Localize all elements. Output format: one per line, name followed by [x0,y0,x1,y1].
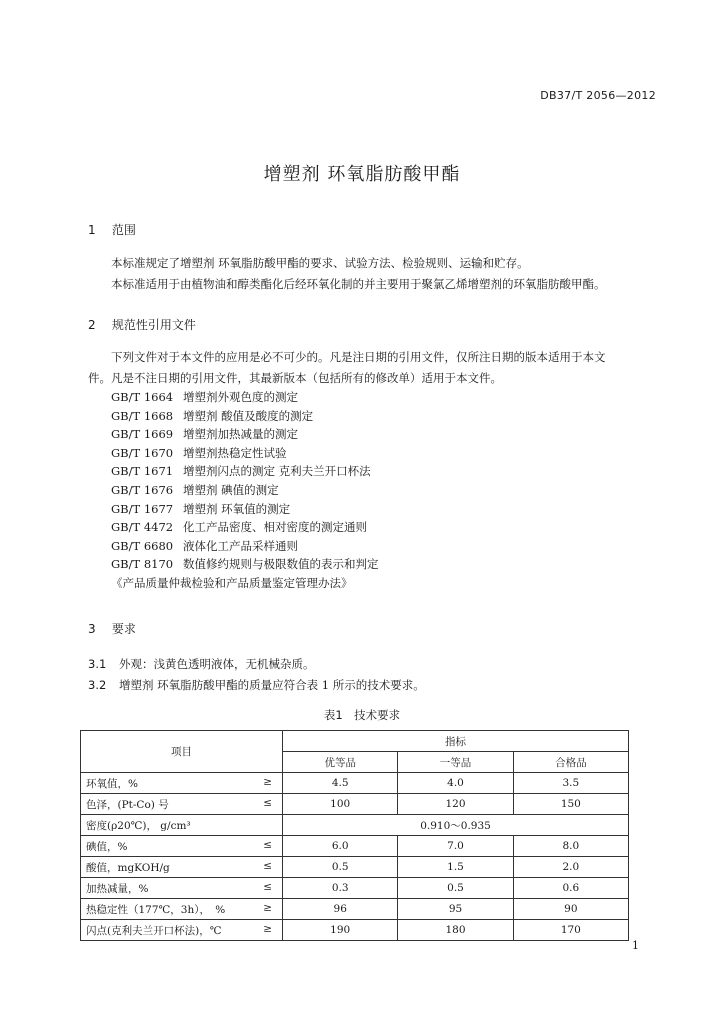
table-header-row [81,731,629,752]
table-caption: 表1 技术要求 [323,708,401,722]
standard-code: DB37/T 2056—2012 [540,89,656,102]
clause-3-1: 3.1 外观：浅黄色透明液体，无机械杂质。 [88,657,315,671]
requirements-table [80,730,629,941]
table-row [81,836,629,857]
table-row [81,857,629,878]
row-value: 100 [283,794,398,815]
table-row [81,815,629,836]
page-number: 1 [632,939,639,952]
reference-item: GB/T 1670 增塑剂热稳定性试验 [111,445,287,460]
row-value: 190 [283,920,398,941]
paragraph-line: 下列文件对于本文件的应用是必不可少的。凡是注日期的引用文件，仅所注日期的版本适用于本文 [111,350,606,364]
section-number: 1 [88,223,96,237]
row-item: 热稳定性（177℃，3h）， % ≥ [81,899,283,920]
row-value: 4.0 [398,773,513,794]
section-title: 要求 [111,622,136,636]
table-row [81,878,629,899]
header-grade: 优等品 [283,752,398,773]
reference-item: GB/T 1668 增塑剂 酸值及酸度的测定 [111,408,314,423]
reference-item: GB/T 6680 液体化工产品采样通则 [111,538,298,553]
section-1-heading [88,221,136,238]
reference-item: GB/T 1664 增塑剂外观色度的测定 [111,390,298,404]
section-3-heading [88,620,136,637]
paragraph: 本标准规定了增塑剂 环氧脂肪酸甲酯的要求、试验方法、检验规则、运输和贮存。 [111,256,529,270]
paragraph: 本标准适用于由植物油和醇类酯化后经环氧化制的并主要用于聚氯乙烯增塑剂的环氧脂肪酸甲酯。 [111,277,606,291]
header-grade: 一等品 [398,752,513,773]
row-value: 3.5 [513,773,628,794]
row-value: 0.5 [283,857,398,878]
row-item: 色泽，(Pt-Co) 号 ≤ [81,794,283,815]
row-value: 7.0 [398,836,513,857]
section-2-heading [88,316,196,333]
reference-list [111,388,379,593]
row-item: 密度(ρ20℃)， g/cm³ [81,815,283,836]
row-value: 120 [398,794,513,815]
row-value: 6.0 [283,836,398,857]
row-value: 1.5 [398,857,513,878]
row-item: 酸值，mgKOH/g ≤ [81,857,283,878]
regulation-item: 《产品质量仲裁检验和产品质量鉴定管理办法》 [111,575,353,590]
section-1-body [88,253,658,295]
reference-item: GB/T 1677 增塑剂 环氧值的测定 [111,501,291,516]
row-value: 170 [513,920,628,941]
row-value: 0.3 [283,878,398,899]
header-grade: 合格品 [513,752,628,773]
paragraph-line: 件。凡是不注日期的引用文件，其最新版本（包括所有的修改单）适用于本文件。 [88,371,502,385]
row-value: 96 [283,899,398,920]
section-number: 2 [88,318,96,332]
row-item: 闪点(克利夫兰开口杯法)，℃ ≥ [81,920,283,941]
table-row [81,773,629,794]
row-value: 0.5 [398,878,513,899]
row-value: 8.0 [513,836,628,857]
reference-item: GB/T 1671 增塑剂闪点的测定 克利夫兰开口杯法 [111,464,371,479]
row-value: 150 [513,794,628,815]
row-item: 环氧值，% ≥ [81,773,283,794]
reference-item: GB/T 1676 增塑剂 碘值的测定 [111,482,279,497]
reference-item: GB/T 4472 化工产品密度、相对密度的测定通则 [111,520,367,535]
reference-item: GB/T 1669 增塑剂加热减量的测定 [111,427,298,442]
row-value: 180 [398,920,513,941]
row-value: 4.5 [283,773,398,794]
row-value: 90 [513,899,628,920]
document-title: 增塑剂 环氧脂肪酸甲酯 [263,164,461,185]
row-item: 碘值，% ≤ [81,836,283,857]
section-title: 范围 [111,223,136,237]
row-value-merged: 0.910～0.935 [283,815,629,836]
table-row [81,899,629,920]
section-2-intro [88,347,658,389]
row-value: 2.0 [513,857,628,878]
reference-item: GB/T 8170 数值修约规则与极限数值的表示和判定 [111,557,379,572]
table-row [81,794,629,815]
table-row [81,920,629,941]
row-value: 95 [398,899,513,920]
header-item: 项目 [81,731,283,773]
header-index: 指标 [283,731,629,752]
row-value: 0.6 [513,878,628,899]
section-number: 3 [88,622,96,636]
clause-3-2: 3.2 增塑剂 环氧脂肪酸甲酯的质量应符合表 1 所示的技术要求。 [88,678,425,692]
row-item: 加热减量，% ≤ [81,878,283,899]
section-title: 规范性引用文件 [111,318,196,332]
